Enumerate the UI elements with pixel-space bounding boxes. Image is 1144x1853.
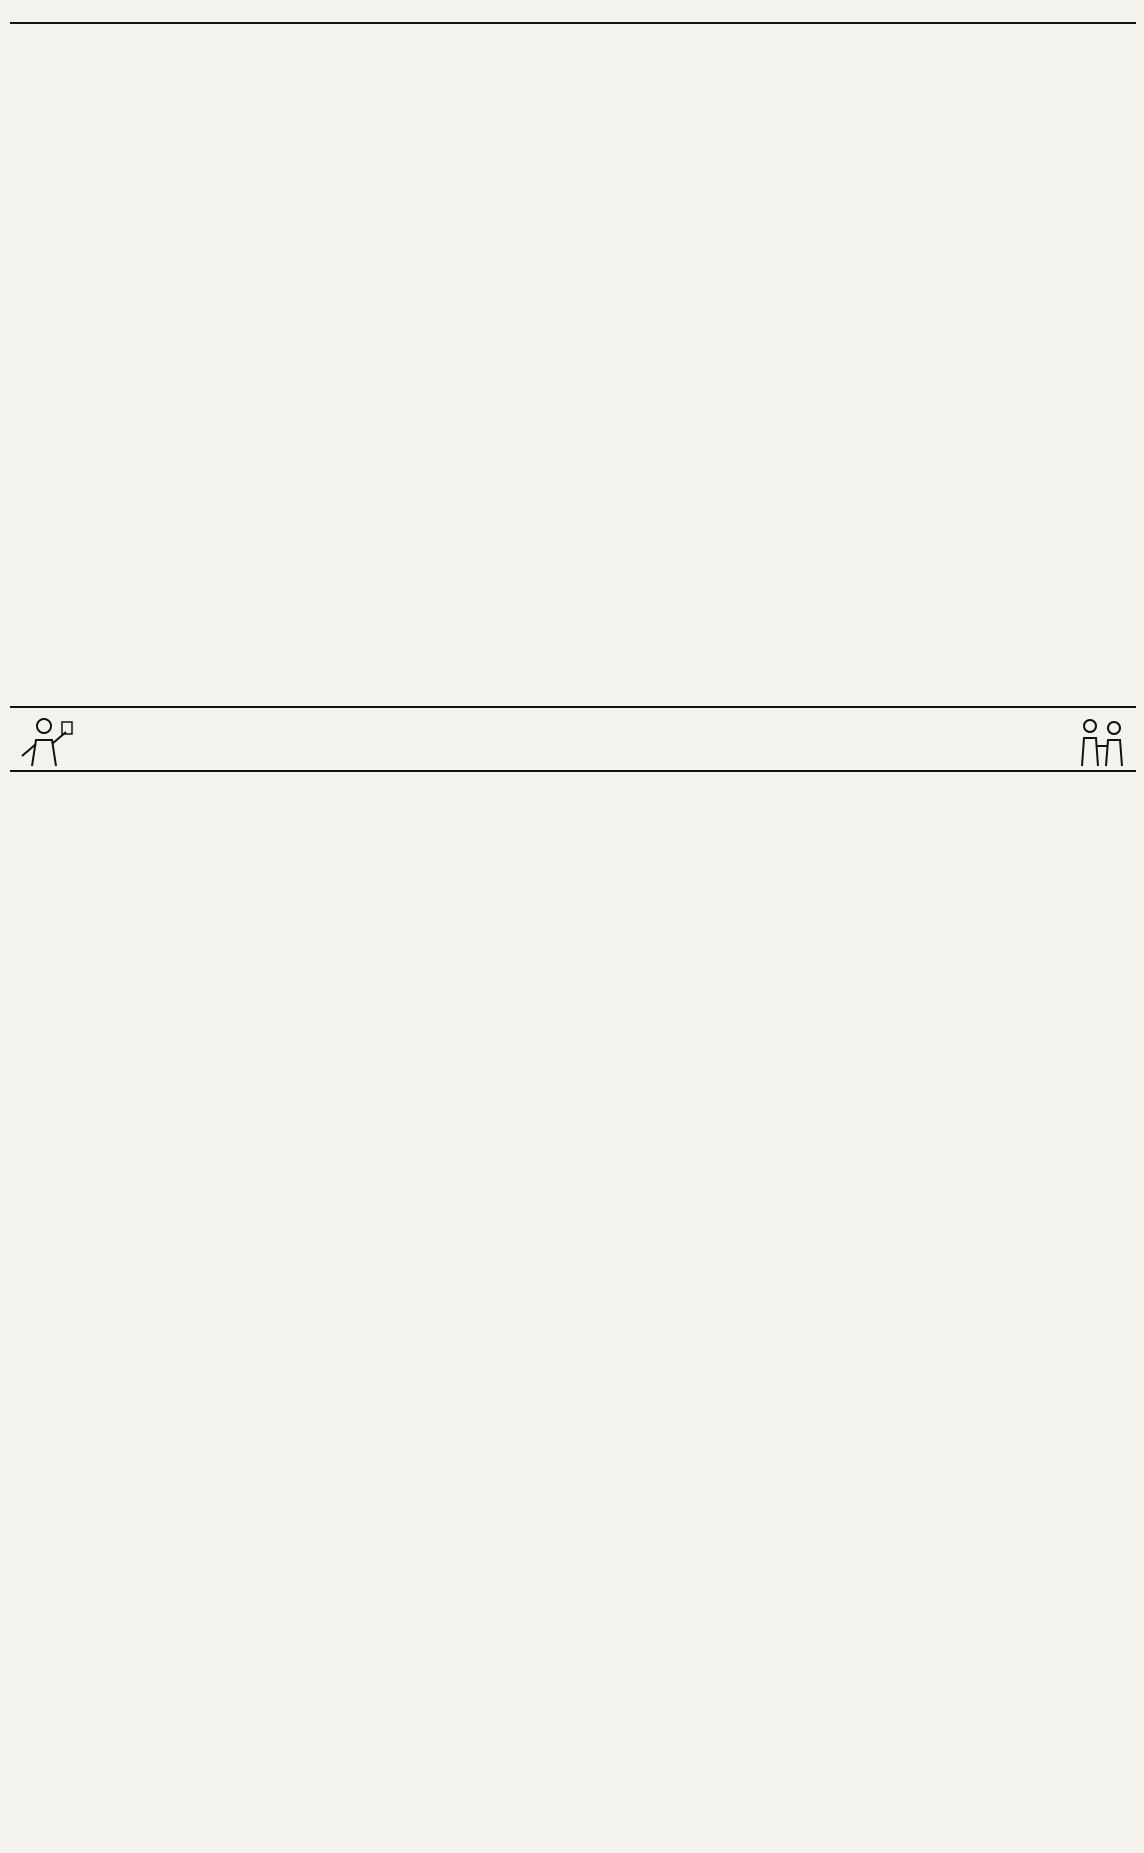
help-wanted-section: [10, 28, 1136, 708]
home-service-guide-banner: [10, 712, 1136, 772]
header-rule: [10, 4, 1136, 24]
newspaper-page: [10, 0, 1136, 1853]
service-directory: [10, 778, 1136, 1838]
worker-illustration-icon: [14, 716, 74, 768]
workers-illustration-icon: [1072, 716, 1132, 768]
